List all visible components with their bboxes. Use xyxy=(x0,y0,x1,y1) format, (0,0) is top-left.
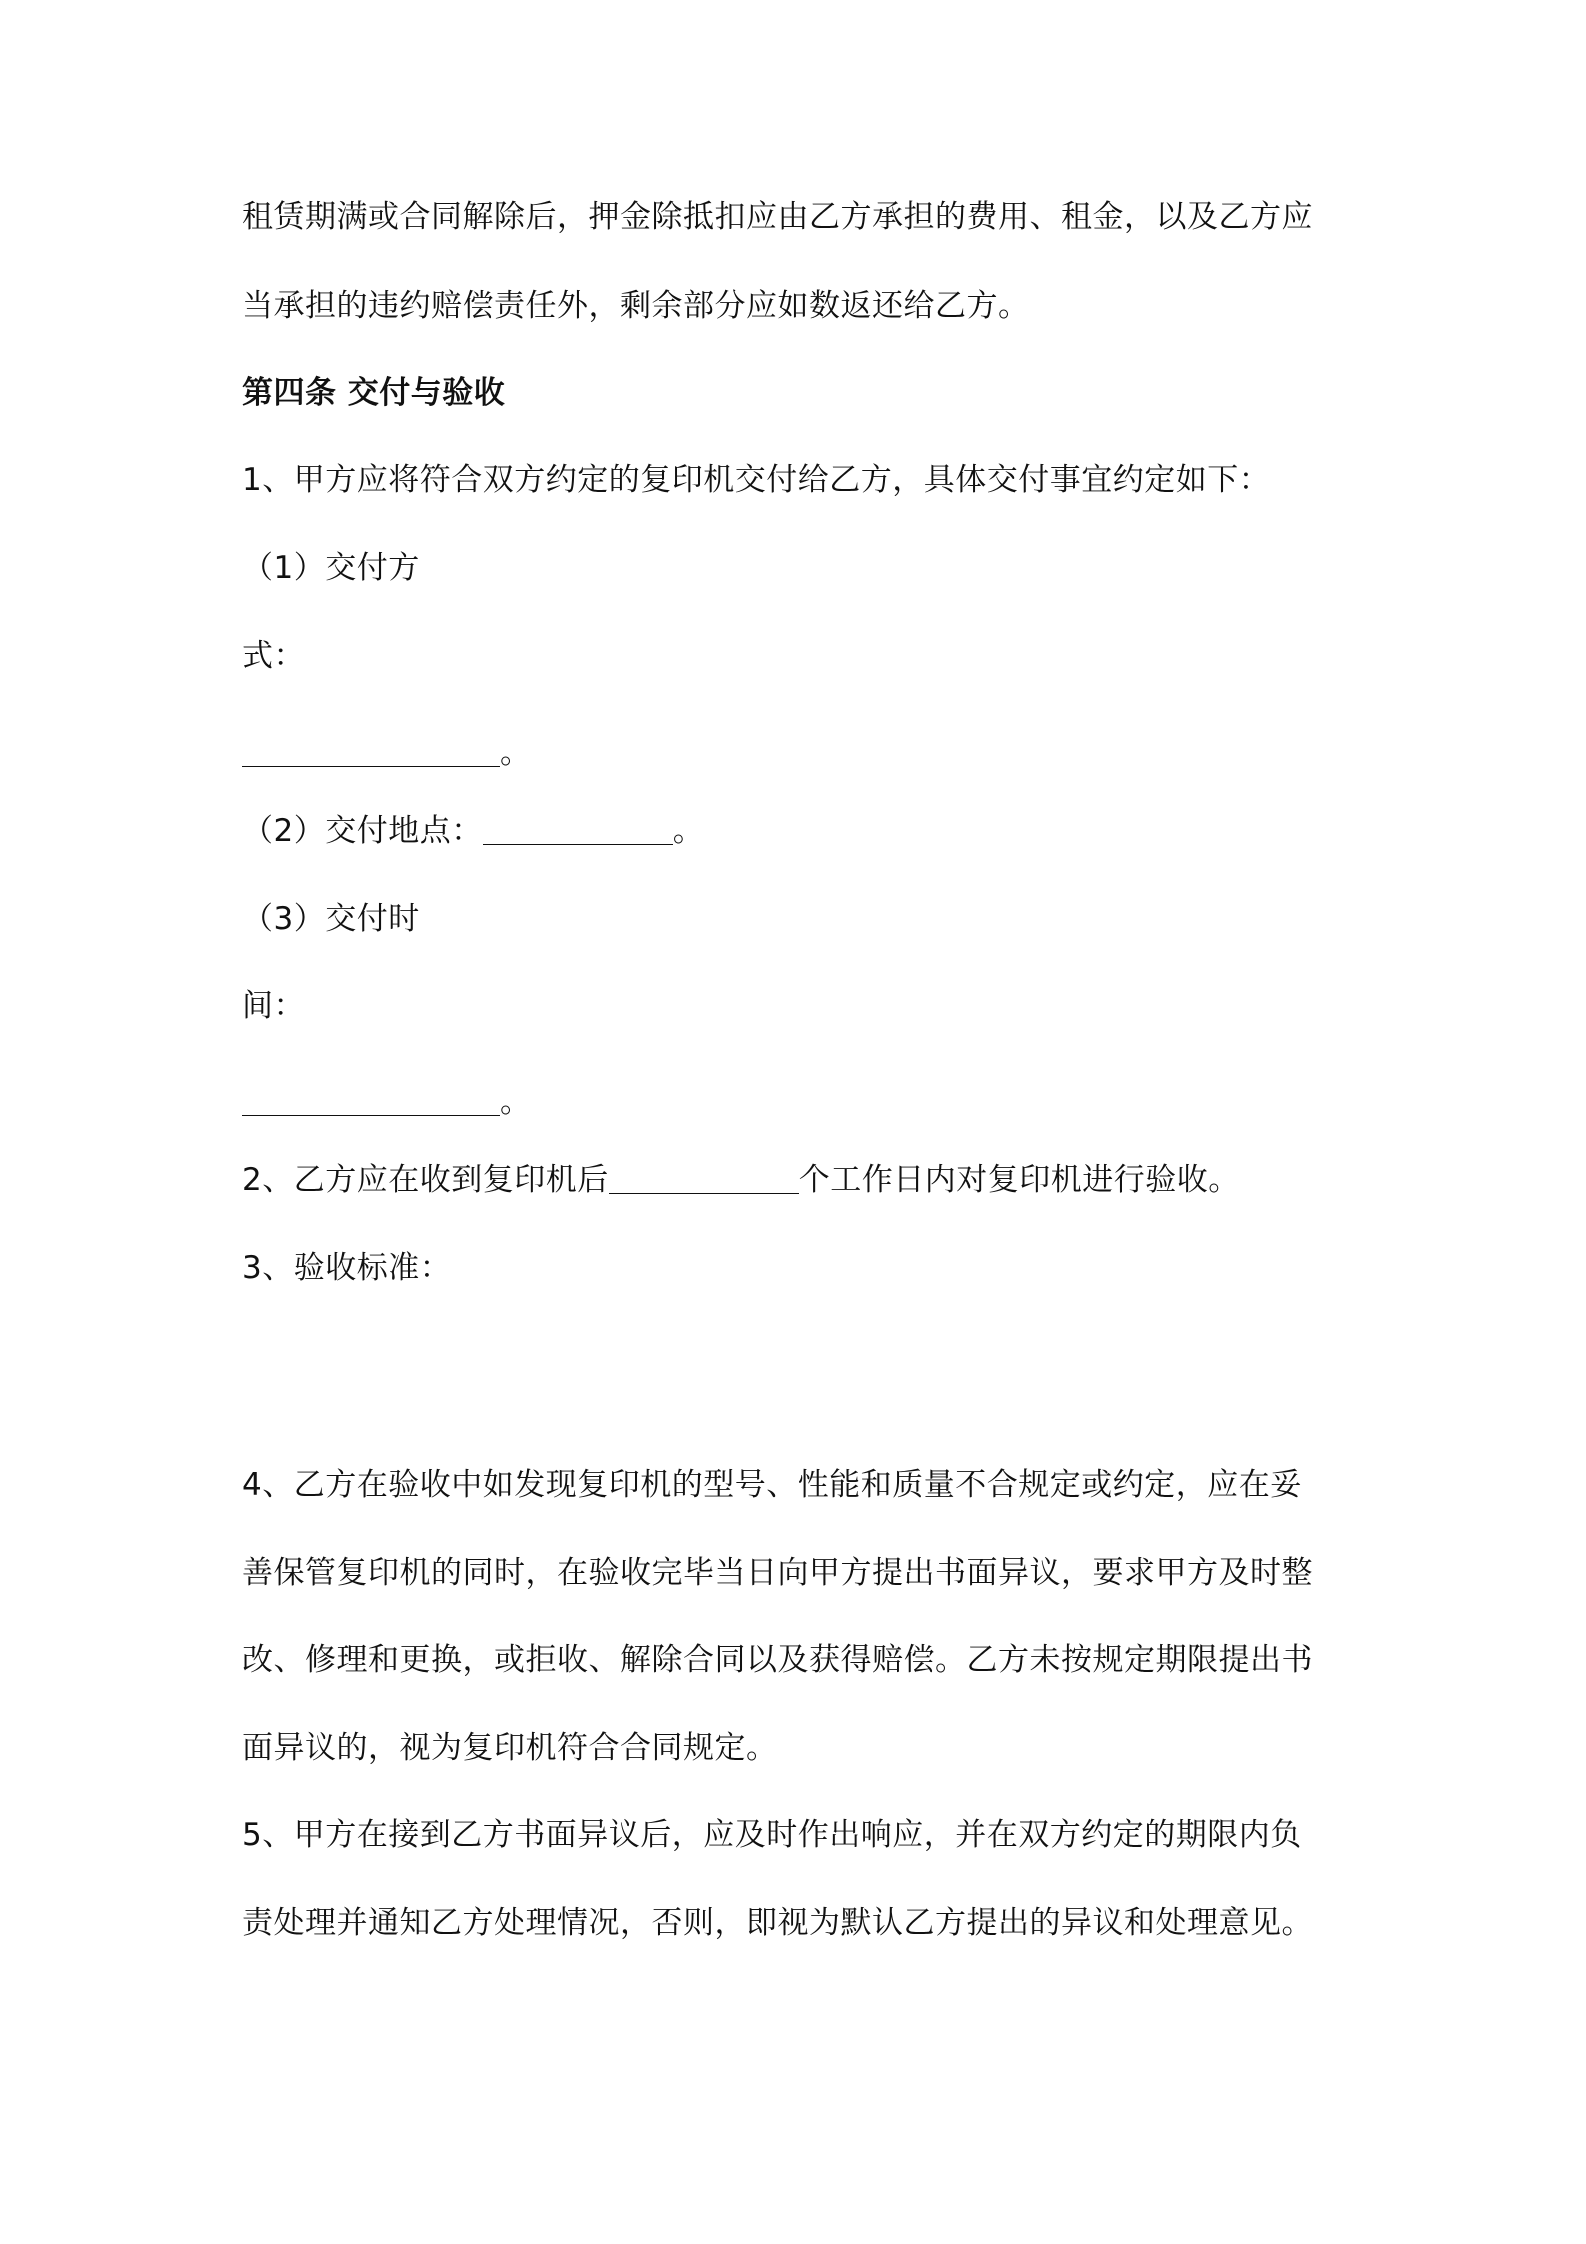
inspection-days-blank[interactable] xyxy=(609,1163,799,1194)
item-1-delivery: 1、甲方应将符合双方约定的复印机交付给乙方，具体交付事宜约定如下： xyxy=(242,462,1271,498)
item-2-after: 个工作日内对复印机进行验收。 xyxy=(798,1162,1240,1198)
sub-1-end: 。 xyxy=(500,735,532,771)
sub-1-delivery-method-label-cont: 式： xyxy=(242,638,305,674)
item-2-before: 2、乙方应在收到复印机后 xyxy=(242,1162,609,1198)
item-4-line-4: 面异议的，视为复印机符合合同规定。 xyxy=(242,1730,778,1766)
sub-3-end: 。 xyxy=(500,1084,532,1120)
item-4-line-3: 改、修理和更换，或拒收、解除合同以及获得赔偿。乙方未按规定期限提出书 xyxy=(242,1642,1313,1678)
item-3-inspection-standard: 3、验收标准： xyxy=(242,1250,452,1286)
sub-3-delivery-time-label: （3）交付时 xyxy=(242,901,420,937)
item-5-line-2: 责处理并通知乙方处理情况，否则，即视为默认乙方提出的异议和处理意见。 xyxy=(242,1905,1313,1941)
delivery-method-blank[interactable] xyxy=(242,736,500,767)
delivery-place-blank[interactable] xyxy=(483,814,673,845)
item-4-line-2: 善保管复印机的同时，在验收完毕当日向甲方提出书面异议，要求甲方及时整 xyxy=(242,1555,1313,1591)
item-2-inspection-period xyxy=(242,1160,1240,1200)
sub-3-blank-line xyxy=(242,1082,532,1122)
sub-3-delivery-time-label-cont: 间： xyxy=(242,988,305,1024)
deposit-clause-line-1: 租赁期满或合同解除后，押金除抵扣应由乙方承担的费用、租金，以及乙方应 xyxy=(242,199,1313,235)
item-4-line-1: 4、乙方在验收中如发现复印机的型号、性能和质量不合规定或约定，应在妥 xyxy=(242,1467,1302,1503)
sub-1-delivery-method-label: （1）交付方 xyxy=(242,550,420,586)
delivery-time-blank[interactable] xyxy=(242,1085,500,1116)
sub-2-label: （2）交付地点： xyxy=(242,813,483,849)
article-4-heading: 第四条 交付与验收 xyxy=(242,375,506,411)
sub-2-delivery-place xyxy=(242,811,704,851)
deposit-clause-line-2: 当承担的违约赔偿责任外，剩余部分应如数返还给乙方。 xyxy=(242,288,1030,324)
sub-2-end: 。 xyxy=(672,813,705,849)
item-5-line-1: 5、甲方在接到乙方书面异议后，应及时作出响应，并在双方约定的期限内负 xyxy=(242,1817,1302,1853)
sub-1-blank-line xyxy=(242,733,532,773)
